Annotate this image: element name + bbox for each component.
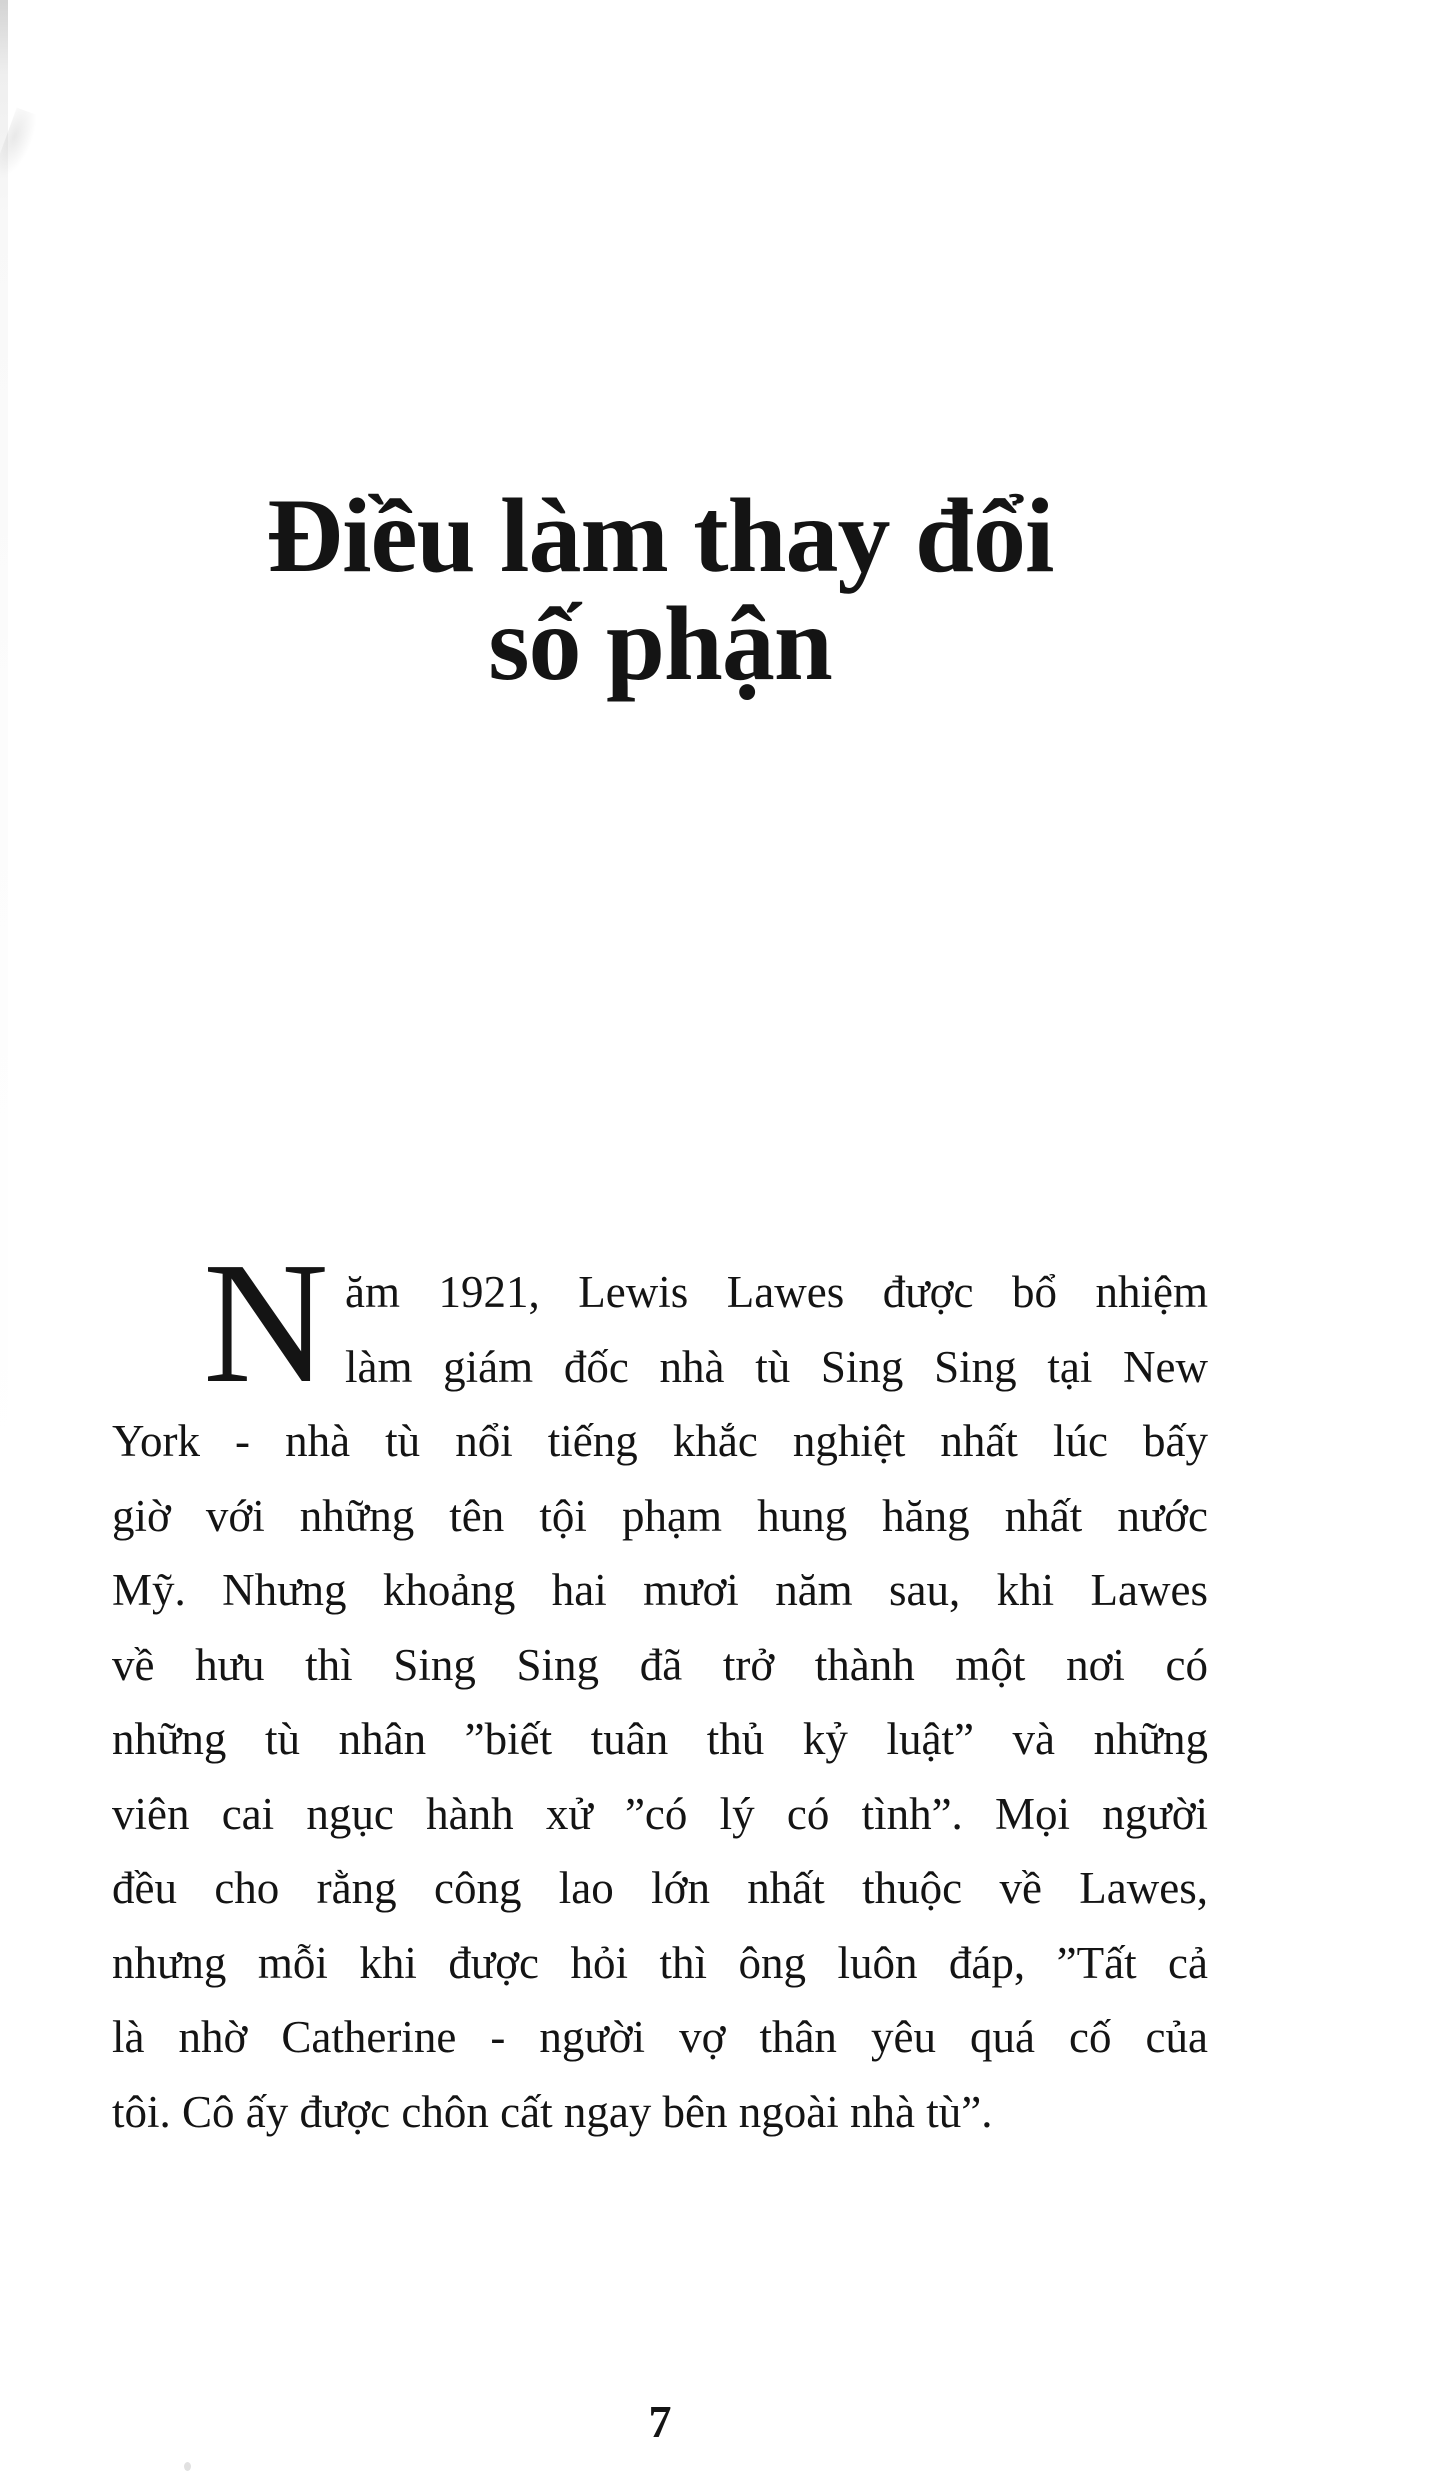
scan-smudge-artifact [0,108,41,183]
body-line-12: tôi. Cô ấy được chôn cất ngay bên ngoài nhà tù”. [112,2086,993,2137]
paragraph [112,1226,1208,2149]
scan-speck-artifact [184,2462,191,2471]
scan-edge-artifact [0,0,8,2484]
drop-cap: N [203,1226,329,1419]
body-line-1: ăm 1921, Lewis Lawes được bổ nhiệm [345,1267,1208,1317]
body-line-2: làm giám đốc nhà tù Sing Sing tại New [345,1341,1208,1392]
body-line-9: đều cho rằng công lao lớn nhất thuộc về Lawes, [112,1863,1208,1913]
body-line-11: là nhờ Catherine - người vợ thân yêu quá cố của [112,2012,1208,2062]
body-line-10: nhưng mỗi khi được hỏi thì ông luôn đáp, ”Tất cả [112,1937,1208,1988]
body-line-3: York - nhà tù nổi tiếng khắc nghiệt nhất lúc bấy [112,1416,1208,1466]
body-line-8: viên cai ngục hành xử ”có lý có tình”. Mọi người [112,1788,1208,1839]
body-line-7: những tù nhân ”biết tuân thủ kỷ luật” và những [112,1714,1208,1764]
body-line-6: về hưu thì Sing Sing đã trở thành một nơi có [112,1639,1208,1690]
chapter-title-line-2: số phận [488,585,832,702]
page-number: 7 [648,2396,672,2447]
body-line-5: Mỹ. Nhưng khoảng hai mươi năm sau, khi Lawes [112,1565,1208,1615]
body-line-4: giờ với những tên tội phạm hung hăng nhất nước [112,1490,1208,1541]
chapter-title-line-1: Điều làm thay đổi [266,477,1054,594]
